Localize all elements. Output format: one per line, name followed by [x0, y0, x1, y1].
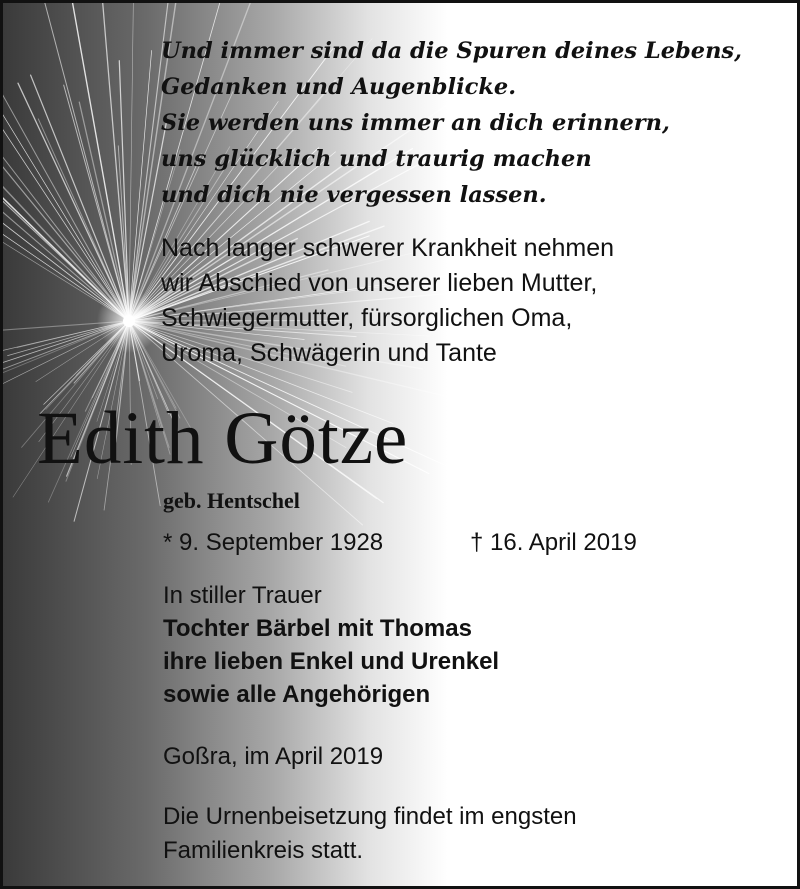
birth-name: geb. Hentschel [163, 488, 300, 513]
poem-line: Gedanken und Augenblicke. [161, 74, 517, 100]
poem-line: uns glücklich und traurig machen [161, 146, 592, 172]
intro-line: Uroma, Schwägerin und Tante [161, 339, 497, 367]
intro-line: wir Abschied von unserer lieben Mutter, [161, 269, 598, 297]
funeral-note [163, 800, 577, 868]
intro-text [161, 231, 614, 371]
mourner-line: sowie alle Angehörigen [163, 681, 431, 708]
mourners-intro: In stiller Trauer [163, 582, 322, 609]
intro-line: Schwiegermutter, fürsorglichen Oma, [161, 304, 573, 332]
mourners [163, 579, 499, 711]
life-dates [163, 526, 637, 560]
funeral-note-line: Familienkreis statt. [163, 837, 364, 864]
poem [161, 33, 742, 213]
poem-line: Und immer sind da die Spuren deines Lebens, [161, 38, 742, 64]
poem-line: und dich nie vergessen lassen. [161, 182, 547, 208]
funeral-note-line: Die Urnenbeisetzung findet im engsten [163, 803, 577, 830]
mourner-line: ihre lieben Enkel und Urenkel [163, 648, 500, 675]
mourner-line: Tochter Bärbel mit Thomas [163, 615, 472, 642]
place-date: Goßra, im April 2019 [163, 743, 384, 770]
birth-date: * 9. September 1928 [163, 529, 384, 556]
deceased-name: Edith Götze [37, 397, 409, 480]
poem-line: Sie werden uns immer an dich erinnern, [161, 110, 670, 136]
death-date: † 16. April 2019 [470, 529, 637, 556]
intro-line: Nach langer schwerer Krankheit nehmen [161, 234, 615, 262]
